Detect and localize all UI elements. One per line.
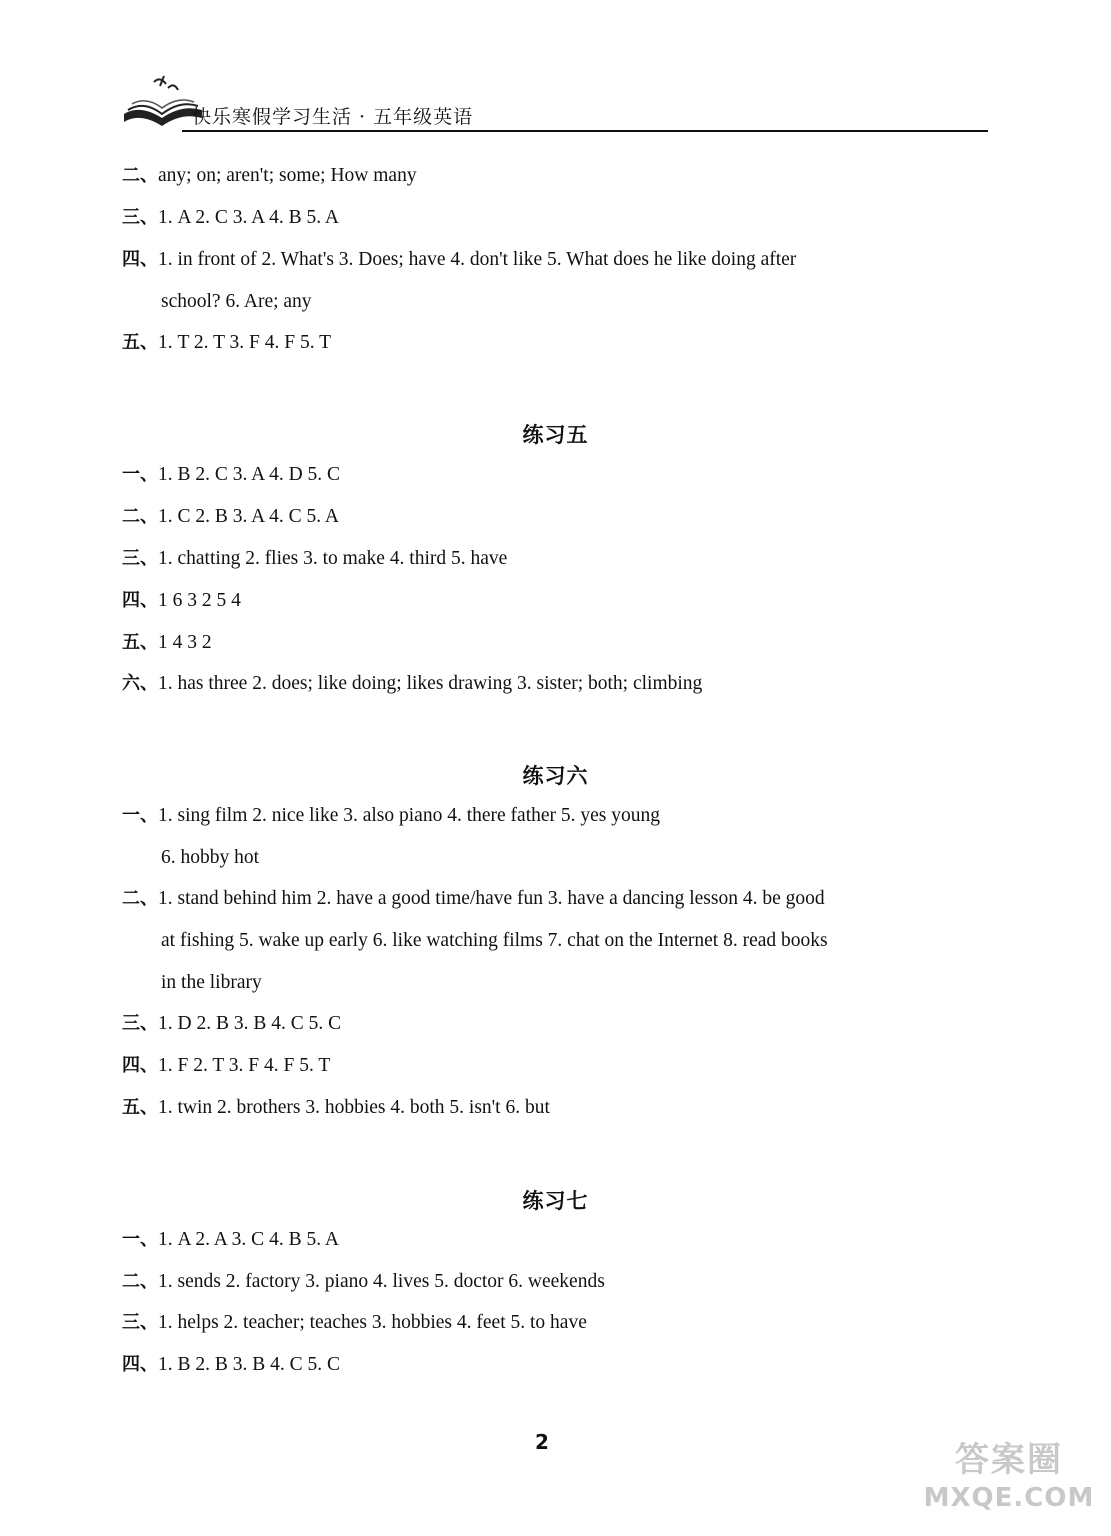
question-label: 一、 xyxy=(122,805,158,826)
question-label: 四、 xyxy=(122,249,158,270)
answer-text: 1. helps 2. teacher; teaches 3. hobbies 4. feet 5. to have xyxy=(158,1312,587,1333)
question-label: 六、 xyxy=(122,673,158,694)
section-title: 练习七 xyxy=(522,1189,589,1213)
question-label: 三、 xyxy=(122,1312,158,1333)
question-label: 一、 xyxy=(122,464,158,485)
answer-line xyxy=(122,1269,605,1295)
answer-line xyxy=(122,1053,330,1079)
answer-text: 1. B 2. C 3. A 4. D 5. C xyxy=(158,464,341,485)
question-label: 五、 xyxy=(122,632,158,653)
answer-text: 1 4 3 2 xyxy=(158,632,212,653)
answer-text: 1. has three 2. does; like doing; likes drawing 3. sister; both; climbing xyxy=(158,673,703,694)
section-title: 练习五 xyxy=(522,423,589,447)
question-label: 一、 xyxy=(122,1229,158,1250)
page-header xyxy=(112,72,988,134)
answer-text: 1. in front of 2. What's 3. Does; have 4. don't like 5. What does he like doing after xyxy=(158,249,797,270)
answer-continuation: school? 6. Are; any xyxy=(161,291,312,312)
answer-line xyxy=(122,504,339,530)
question-label: 五、 xyxy=(122,332,158,353)
answer-text: 1. T 2. T 3. F 4. F 5. T xyxy=(158,332,332,353)
answer-line xyxy=(122,330,331,356)
answer-text: 1 6 3 2 5 4 xyxy=(158,590,241,611)
answer-line xyxy=(122,163,417,189)
answer-text: 1. stand behind him 2. have a good time/have fun 3. have a dancing lesson 4. be good xyxy=(158,888,825,909)
answer-line xyxy=(122,462,340,488)
answer-text: 1. A 2. A 3. C 4. B 5. A xyxy=(158,1229,339,1250)
question-label: 二、 xyxy=(122,506,158,527)
answer-text: 1. sends 2. factory 3. piano 4. lives 5. doctor 6. weekends xyxy=(158,1271,605,1292)
answer-line xyxy=(122,1310,587,1336)
question-label: 二、 xyxy=(122,165,158,186)
header-divider xyxy=(182,130,988,132)
answer-text: any; on; aren't; some; How many xyxy=(158,165,417,186)
answer-line xyxy=(122,630,212,656)
answer-line xyxy=(122,1095,550,1121)
question-label: 三、 xyxy=(122,207,158,228)
question-label: 四、 xyxy=(122,1055,158,1076)
answer-text: 1. A 2. C 3. A 4. B 5. A xyxy=(158,207,339,228)
question-label: 四、 xyxy=(122,1354,158,1375)
answer-line xyxy=(122,205,339,231)
answer-text: 1. F 2. T 3. F 4. F 5. T xyxy=(158,1055,331,1076)
answer-text: 1. B 2. B 3. B 4. C 5. C xyxy=(158,1354,341,1375)
answer-line xyxy=(122,671,702,697)
answer-text: 1. twin 2. brothers 3. hobbies 4. both 5. isn't 6. but xyxy=(158,1097,550,1118)
answer-line xyxy=(122,1227,339,1253)
question-label: 二、 xyxy=(122,1271,158,1292)
watermark-logo xyxy=(919,1438,1099,1528)
answer-continuation: in the library xyxy=(161,972,262,993)
answer-line xyxy=(122,886,825,912)
section-title: 练习六 xyxy=(522,764,589,788)
question-label: 三、 xyxy=(122,548,158,569)
question-label: 五、 xyxy=(122,1097,158,1118)
answer-text: 1. chatting 2. flies 3. to make 4. third 5. have xyxy=(158,548,508,569)
header-title: 快乐寒假学习生活 · 五年级英语 xyxy=(192,106,474,128)
answer-line xyxy=(122,1011,341,1037)
answer-continuation: at fishing 5. wake up early 6. like watching films 7. chat on the Internet 8. read books xyxy=(161,930,828,951)
answer-line xyxy=(122,1352,340,1378)
question-label: 四、 xyxy=(122,590,158,611)
answer-line xyxy=(122,803,660,829)
answer-text: 1. D 2. B 3. B 4. C 5. C xyxy=(158,1013,342,1034)
question-label: 二、 xyxy=(122,888,158,909)
answer-line xyxy=(122,546,507,572)
page-number: 2 xyxy=(535,1430,549,1454)
question-label: 三、 xyxy=(122,1013,158,1034)
watermark-url: MXQE.COM xyxy=(923,1483,1095,1513)
answer-continuation: 6. hobby hot xyxy=(161,847,260,868)
answer-line xyxy=(122,247,796,273)
answer-line xyxy=(122,588,241,614)
answer-text: 1. sing film 2. nice like 3. also piano 4. there father 5. yes young xyxy=(158,805,661,826)
answer-text: 1. C 2. B 3. A 4. C 5. A xyxy=(158,506,339,527)
watermark-text: 答案圈 xyxy=(955,1440,1063,1480)
